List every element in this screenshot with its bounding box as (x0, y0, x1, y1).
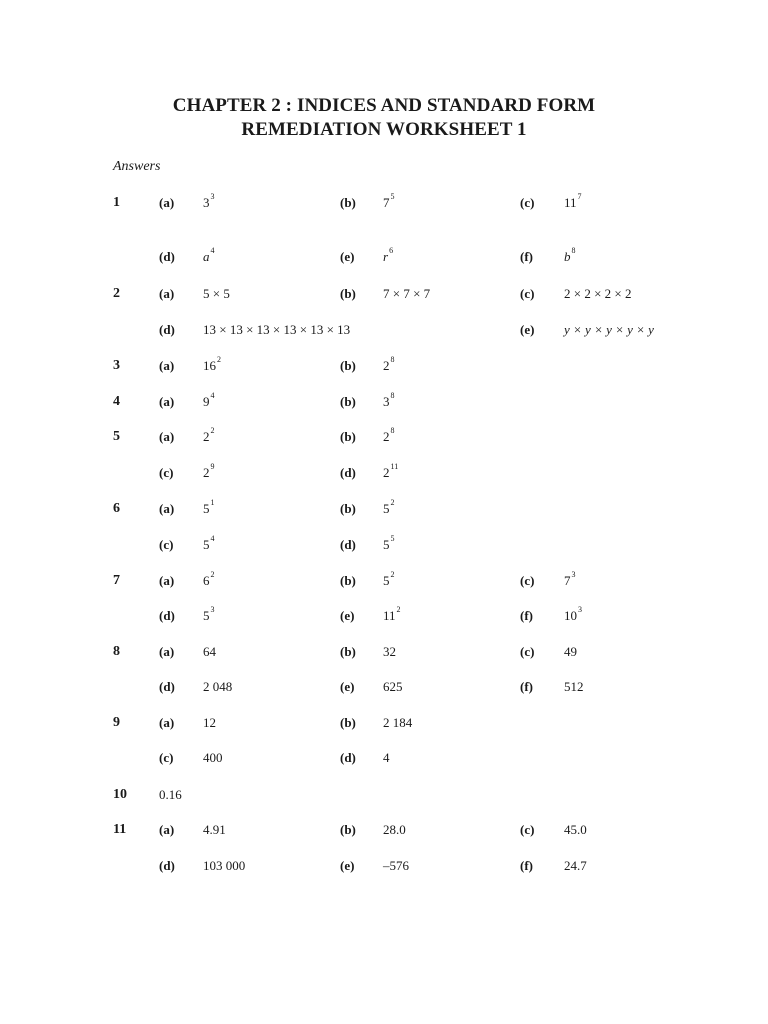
answer-value: 5 × 5 (203, 286, 230, 301)
part-label: (b) (340, 644, 356, 659)
answer-value: 28.0 (383, 822, 406, 837)
part-label: (a) (159, 195, 175, 210)
part-label: (b) (340, 573, 356, 588)
answer-value: $2^8$ (383, 355, 395, 373)
question-number: 6 (113, 501, 120, 516)
answer-value: 13 × 13 × 13 × 13 × 13 × 13 (203, 322, 351, 337)
answer-value: $b^8$ (564, 246, 576, 264)
answer-value: –576 (383, 858, 409, 873)
answer-value: $3^3$ (203, 192, 215, 210)
part-label: (c) (520, 286, 535, 301)
part-label: (d) (159, 679, 175, 694)
answer-value: $3^8$ (383, 391, 395, 409)
answer-value: $2^2$ (203, 426, 215, 444)
question-row (0, 462, 768, 485)
answer-value: $5^2$ (383, 498, 395, 516)
question-row (0, 822, 768, 842)
part-label: (c) (159, 465, 174, 480)
part-label: (a) (159, 358, 175, 373)
question-row (0, 426, 768, 449)
part-label: (c) (159, 750, 174, 765)
part-label: (d) (159, 858, 175, 873)
question-row (0, 644, 768, 664)
answer-value: $11^7$ (564, 192, 582, 210)
worksheet-title-line1: CHAPTER 2 : INDICES AND STANDARD FORM (172, 95, 596, 116)
part-label: (c) (159, 537, 174, 552)
answer-value: $6^2$ (203, 570, 215, 588)
part-label: (a) (159, 501, 175, 516)
part-label: (f) (520, 679, 533, 694)
answer-value: 2 × 2 × 2 × 2 (564, 286, 632, 301)
part-label: (a) (159, 715, 175, 730)
answer-value: $2^9$ (203, 462, 215, 480)
part-label: (e) (340, 608, 355, 623)
part-label: (a) (159, 573, 175, 588)
part-label: (d) (340, 750, 356, 765)
question-row (0, 858, 768, 878)
answer-value: $16^2$ (203, 355, 221, 373)
question-number: 5 (113, 429, 120, 444)
answer-value: $5^3$ (203, 605, 215, 623)
answer-value: 4 (383, 750, 390, 765)
part-label: (b) (340, 429, 356, 444)
question-row (0, 679, 768, 699)
answers-heading: Answers (113, 159, 161, 174)
part-label: (e) (520, 322, 535, 337)
answer-value: 12 (203, 715, 216, 730)
part-label: (f) (520, 249, 533, 264)
answer-value: $7^5$ (383, 192, 395, 210)
answer-value: 2 048 (203, 679, 233, 694)
part-label: (c) (520, 195, 535, 210)
part-label: (c) (520, 573, 535, 588)
question-number: 4 (113, 394, 120, 409)
part-label: (d) (159, 608, 175, 623)
answer-value: $2^8$ (383, 426, 395, 444)
part-label: (f) (520, 858, 533, 873)
question-row (0, 534, 768, 557)
question-row (0, 192, 768, 215)
part-label: (e) (340, 249, 355, 264)
part-label: (b) (340, 286, 356, 301)
question-row (0, 391, 768, 414)
part-label: (a) (159, 644, 175, 659)
answer-value: 512 (564, 679, 584, 694)
part-label: (c) (520, 644, 535, 659)
answer-value: 49 (564, 644, 577, 659)
part-label: (a) (159, 429, 175, 444)
question-row (0, 787, 768, 807)
part-label: (a) (159, 822, 175, 837)
part-label: (d) (159, 322, 175, 337)
answer-value: 625 (383, 679, 403, 694)
part-label: (d) (159, 249, 175, 264)
part-label: (b) (340, 358, 356, 373)
answer-value: 32 (383, 644, 396, 659)
answer-value: 24.7 (564, 858, 587, 873)
answer-value: 7 × 7 × 7 (383, 286, 431, 301)
answer-value: y × y × y × y × y (564, 322, 654, 337)
question-row (0, 322, 768, 342)
part-label: (b) (340, 501, 356, 516)
question-number: 7 (113, 573, 120, 588)
answer-value: $5^4$ (203, 534, 215, 552)
question-row (0, 605, 768, 628)
answer-value: $5^5$ (383, 534, 395, 552)
question-number: 8 (113, 644, 120, 659)
answer-value: 45.0 (564, 822, 587, 837)
part-label: (e) (340, 679, 355, 694)
answer-value: $10^3$ (564, 605, 582, 623)
answer-value: 103 000 (203, 858, 246, 873)
question-row (0, 286, 768, 306)
part-label: (b) (340, 195, 356, 210)
answer-value: $9^4$ (203, 391, 215, 409)
part-label: (c) (520, 822, 535, 837)
question-number: 2 (113, 286, 120, 301)
answer-value: 4.91 (203, 822, 226, 837)
worksheet-title-line2: REMEDIATION WORKSHEET 1 (241, 119, 527, 140)
question-row (0, 355, 768, 378)
answer-value: $7^3$ (564, 570, 576, 588)
question-row (0, 246, 768, 269)
question-number: 1 (113, 195, 120, 210)
question-row (0, 715, 768, 735)
part-label: (d) (340, 537, 356, 552)
part-label: (a) (159, 394, 175, 409)
answer-value: $a^4$ (203, 246, 215, 264)
part-label: (f) (520, 608, 533, 623)
answer-value: 0.16 (159, 787, 182, 802)
question-row (0, 570, 768, 593)
answer-value: $11^2$ (383, 605, 401, 623)
answer-value: 2 184 (383, 715, 413, 730)
part-label: (e) (340, 858, 355, 873)
answer-value: $5^2$ (383, 570, 395, 588)
question-number: 10 (113, 787, 127, 802)
part-label: (b) (340, 822, 356, 837)
question-row (0, 498, 768, 521)
answer-value: $r^6$ (383, 246, 394, 264)
part-label: (b) (340, 394, 356, 409)
part-label: (b) (340, 715, 356, 730)
question-number: 3 (113, 358, 120, 373)
answer-value: 400 (203, 750, 223, 765)
answer-value: $5^1$ (203, 498, 215, 516)
answer-value: 64 (203, 644, 216, 659)
question-row (0, 750, 768, 770)
question-number: 9 (113, 715, 120, 730)
part-label: (a) (159, 286, 175, 301)
part-label: (d) (340, 465, 356, 480)
question-number: 11 (113, 822, 127, 837)
answer-value: $2^{11}$ (383, 462, 399, 480)
